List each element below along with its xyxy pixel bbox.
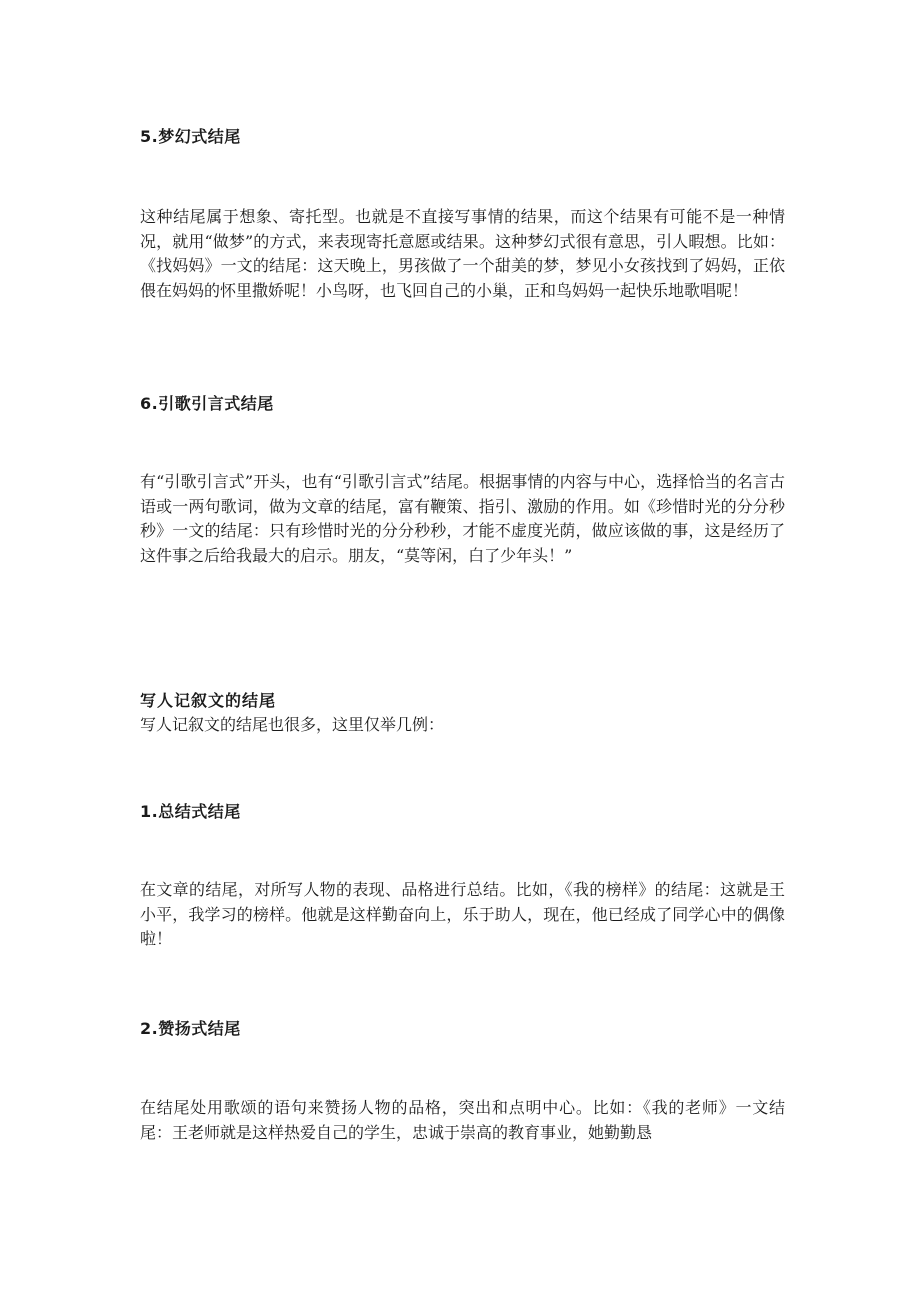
section-heading-dream-ending: 5.梦幻式结尾 (140, 127, 241, 146)
section-heading-quote-ending: 6.引歌引言式结尾 (140, 394, 274, 413)
section-body-summary-ending: 在文章的结尾，对所写人物的表现、品格进行总结。比如，《我的榜样》的结尾：这就是王小平，我学习的榜样。他就是这样勤奋向上，乐于助人，现在，他已经成了同学心中的偶像啦！ (140, 880, 785, 948)
section-heading-praise-ending: 2.赞扬式结尾 (140, 1019, 241, 1038)
section-body-praise-ending: 在结尾处用歌颂的语句来赞扬人物的品格，突出和点明中心。比如：《我的老师》一文结尾：王老师就是这样热爱自己的学生，忠诚于崇高的教育事业，她勤勤恳 (140, 1098, 785, 1142)
section-body-quote-ending: 有“引歌引言式”开头，也有“引歌引言式”结尾。根据事情的内容与中心，选择恰当的名言古语或一两句歌词，做为文章的结尾，富有鞭策、指引、激励的作用。如《珍惜时光的分分秒秒》一文的结尾：只有珍惜时光的分分秒秒，才能不虚度光荫，做应该做的事，这是经历了这件事之后给我最大的启示。朋友，“莫等闲，白了少年头！” (140, 472, 785, 565)
section-body-dream-ending: 这种结尾属于想象、寄托型。也就是不直接写事情的结果，而这个结果有可能不是一种情况，就用“做梦”的方式，来表现寄托意愿或结果。这种梦幻式很有意思，引人暇想。比如：《找妈妈》一文的结尾：这天晚上，男孩做了一个甜美的梦，梦见小女孩找到了妈妈，正依偎在妈妈的怀里撒娇呢！小鸟呀，也飞回自己的小巢，正和鸟妈妈一起快乐地歌唱呢！ (140, 207, 785, 300)
part-title: 写人记叙文的结尾 (140, 691, 277, 710)
section-heading-summary-ending: 1.总结式结尾 (140, 802, 241, 821)
part-intro: 写人记叙文的结尾也很多，这里仅举几例： (140, 715, 445, 734)
